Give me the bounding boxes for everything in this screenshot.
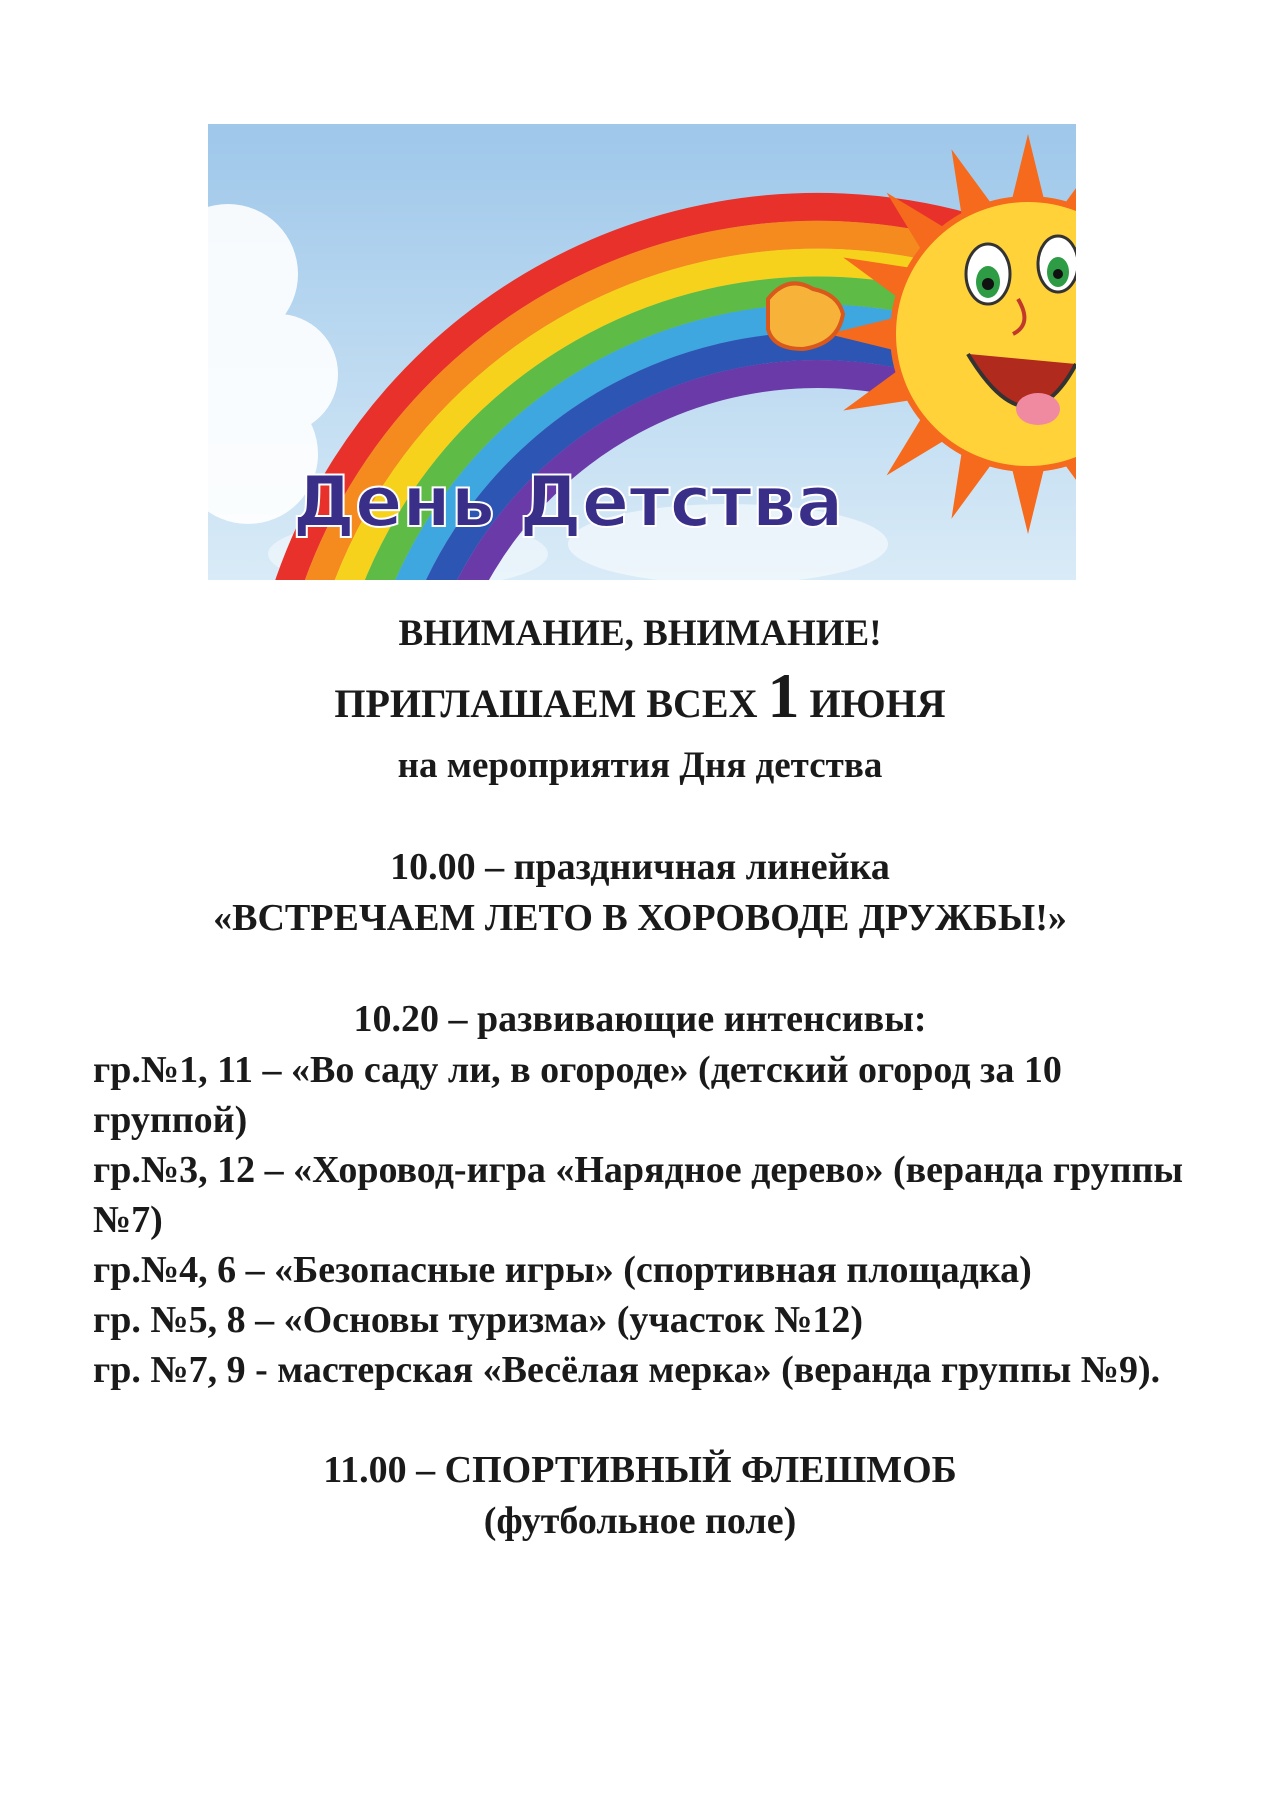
list-item: гр.№3, 12 – «Хоровод-игра «Нарядное дерево» (веранда группы №7)	[93, 1149, 1184, 1241]
invite-month: ИЮНЯ	[809, 681, 946, 726]
lineup-title: «ВСТРЕЧАЕМ ЛЕТО В ХОРОВОДЕ ДРУЖБЫ!»	[213, 897, 1067, 939]
invite-prefix: ПРИГЛАШАЕМ ВСЕХ	[334, 681, 758, 726]
list-item: гр. №7, 9 - мастерская «Весёлая мерка» (веранда группы №9).	[93, 1349, 1161, 1391]
intensives-list	[0, 1045, 1280, 1395]
flashmob-title: 11.00 – СПОРТИВНЫЙ ФЛЕШМОБ	[323, 1449, 957, 1491]
flashmob-place: (футбольное поле)	[483, 1500, 797, 1542]
banner-illustration	[208, 124, 1076, 580]
banner-image	[208, 124, 1076, 580]
list-item: гр.№1, 11 – «Во саду ли, в огороде» (детский огород за 10 группой)	[93, 1049, 1062, 1141]
lineup-time: 10.00 – праздничная линейка	[390, 846, 890, 888]
invite-day: 1	[767, 660, 800, 731]
list-item: гр.№4, 6 – «Безопасные игры» (спортивная площадка)	[93, 1249, 1032, 1291]
invite-line	[0, 660, 1280, 740]
invite-subtitle: на мероприятия Дня детства	[397, 745, 883, 786]
spacer	[0, 1395, 1280, 1445]
spacer	[0, 944, 1280, 994]
attention-heading: ВНИМАНИЕ, ВНИМАНИЕ!	[398, 613, 882, 654]
spacer	[0, 792, 1280, 842]
intensives-header: 10.20 – развивающие интенсивы:	[353, 998, 927, 1040]
banner-title: День Детства	[292, 461, 844, 543]
notice-content	[0, 608, 1280, 1547]
list-item: гр. №5, 8 – «Основы туризма» (участок №12)	[93, 1299, 864, 1341]
